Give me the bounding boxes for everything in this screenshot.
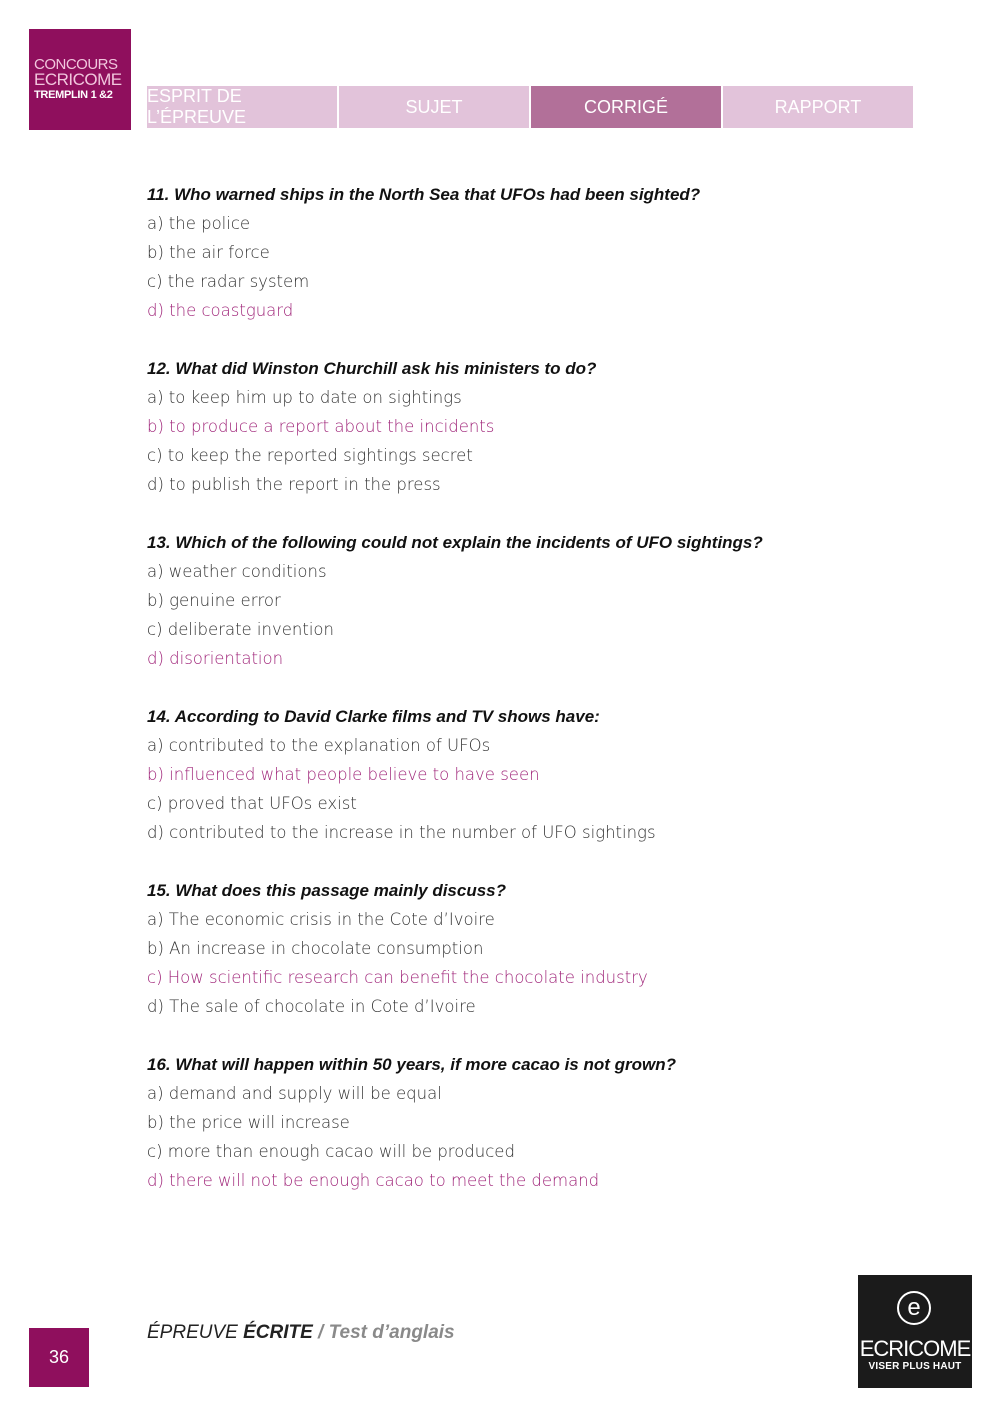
question-title: 15. What does this passage mainly discuss? xyxy=(147,881,507,900)
ecricome-brand-logo xyxy=(858,1275,972,1388)
question-title: 14. According to David Clarke films and TV shows have: xyxy=(147,707,600,726)
answer-option: c) proved that UFOs exist xyxy=(147,794,357,813)
question-block xyxy=(147,180,927,325)
answer-option: c) more than enough cacao will be produced xyxy=(147,1142,515,1161)
correct-answer-option: b) to produce a report about the incidents xyxy=(147,417,495,436)
answer-option: c) the radar system xyxy=(147,272,310,291)
logo-tremplin-text: TREMPLIN 1 &2 xyxy=(34,89,113,101)
answer-option: a) The economic crisis in the Cote d’Ivoire xyxy=(147,910,495,929)
answer-option: b) An increase in chocolate consumption xyxy=(147,939,484,958)
question-block xyxy=(147,876,927,1021)
footer-slash: / xyxy=(312,1322,329,1343)
answer-option: d) The sale of chocolate in Cote d’Ivoire xyxy=(147,997,476,1016)
question-title: 16. What will happen within 50 years, if more cacao is not grown? xyxy=(147,1055,677,1074)
brand-name: ECRICOME xyxy=(859,1336,971,1361)
question-block xyxy=(147,1050,927,1195)
tab-esprit-de-l-epreuve[interactable]: ESPRIT DE L’ÉPREUVE xyxy=(147,86,337,128)
answer-option: b) the air force xyxy=(147,243,270,262)
answer-option: a) weather conditions xyxy=(147,562,327,581)
brand-tagline: VISER PLUS HAUT xyxy=(868,1361,962,1372)
answer-option: c) deliberate invention xyxy=(147,620,334,639)
tab-rapport[interactable]: RAPPORT xyxy=(723,86,913,128)
answer-option: a) contributed to the explanation of UFOs xyxy=(147,736,491,755)
answer-option: a) demand and supply will be equal xyxy=(147,1084,442,1103)
question-block xyxy=(147,354,927,499)
footer-subject: Test d’anglais xyxy=(328,1322,455,1343)
answer-option: d) to publish the report in the press xyxy=(147,475,441,494)
answer-option: a) the police xyxy=(147,214,251,233)
logo-ecricome-text: ECRICOME xyxy=(34,70,122,89)
answer-option: a) to keep him up to date on sightings xyxy=(147,388,462,407)
answer-option: d) contributed to the increase in the number of UFO sightings xyxy=(147,823,656,842)
tab-corrige[interactable]: CORRIGÉ xyxy=(531,86,721,128)
question-title: 12. What did Winston Churchill ask his ministers to do? xyxy=(147,359,597,378)
questions-list xyxy=(147,180,927,1224)
question-title: 11. Who warned ships in the North Sea that UFOs had been sighted? xyxy=(147,185,701,204)
correct-answer-option: c) How scientific research can benefit the chocolate industry xyxy=(147,968,648,987)
section-tabs xyxy=(147,86,915,128)
correct-answer-option: b) influenced what people believe to have seen xyxy=(147,765,540,784)
correct-answer-option: d) disorientation xyxy=(147,649,284,668)
answer-option: c) to keep the reported sightings secret xyxy=(147,446,473,465)
tab-sujet[interactable]: SUJET xyxy=(339,86,529,128)
question-title: 13. Which of the following could not explain the incidents of UFO sightings? xyxy=(147,533,763,552)
answer-option: b) genuine error xyxy=(147,591,281,610)
logo-concours-text: CONCOURS xyxy=(34,56,118,73)
e-circle-icon: e xyxy=(897,1291,931,1325)
footer-ecrite: ÉCRITE xyxy=(243,1322,313,1343)
answer-option: b) the price will increase xyxy=(147,1113,350,1132)
question-block xyxy=(147,702,927,847)
page-number: 36 xyxy=(29,1328,89,1387)
concours-ecricome-logo xyxy=(29,29,131,130)
question-block xyxy=(147,528,927,673)
correct-answer-option: d) there will not be enough cacao to meet the demand xyxy=(147,1171,600,1190)
footer-epreuve: ÉPREUVE xyxy=(147,1322,244,1343)
footer-title xyxy=(147,1322,455,1344)
correct-answer-option: d) the coastguard xyxy=(147,301,294,320)
